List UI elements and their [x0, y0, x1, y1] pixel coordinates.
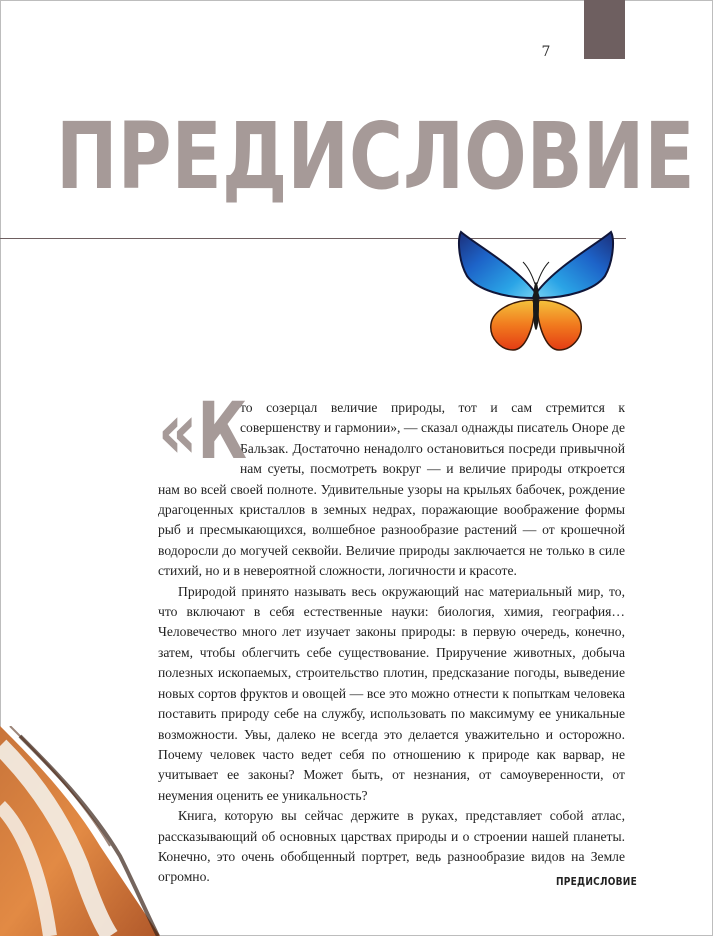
paragraph-1	[158, 387, 625, 582]
body-text	[158, 387, 625, 888]
paragraph-2: Природой принято называть весь окружающий нас материальный мир, то, что включают в себя естественные науки: биология, химия, география… Человечество много лет изучает законы природы: в первую очередь, конечно, затем, чтобы облегчить себе существование. Приручение животных, добыча полезных ископаемых, строительство плотин, предсказание погоды, выведение новых сортов фруктов и овощей — все это можно отнести к попыткам человека поставить природу себе на службу, использовать по максимуму ее уникальные возможности. Увы, далеко не всегда это делается уважительно и осторожно. Почему человек часто ведет себя по отношению к природе как варвар, не учитывает ее законы? Может быть, от незнания, от самоуверенности, от неумения оценить ее уникальность?	[158, 583, 625, 803]
dropcap: «К	[158, 387, 248, 477]
paragraph-3: Книга, которую вы сейчас держите в руках, представляет собой атлас, рассказывающий об основных царствах природы и о строении нашей планеты. Конечно, это очень обобщенный портрет, ведь разнообразие видов на Земле огромно.	[158, 808, 625, 885]
corner-tab	[584, 0, 625, 59]
animal-fur-image	[0, 726, 160, 936]
page-title: ПРЕДИСЛОВИЕ	[56, 103, 695, 210]
paragraph-1-text: то созерцал величие природы, тот и сам стремится к совершенству и гармонии», — сказал однажды писатель Оноре де Бальзак. Достаточно ненадолго остановиться посреди привычной нам суеты, посмотреть вокруг — и величие природы откроется нам во всей своей полноте. Удивительные узоры на крыльях бабочек, рождение драгоценных кристаллов в земных недрах, поражающие воображение формы рыб и пресмыкающихся, волшебное разнообразие растений — от крошечной водоросли до могучей секвойи. Величие природы заключается не только в силе стихий, но и в невероятной сложности, логичности и красоте.	[158, 400, 625, 579]
footer-section-label: ПРЕДИСЛОВИЕ	[556, 875, 637, 888]
butterfly-image	[455, 226, 617, 354]
page-number: 7	[541, 44, 551, 60]
